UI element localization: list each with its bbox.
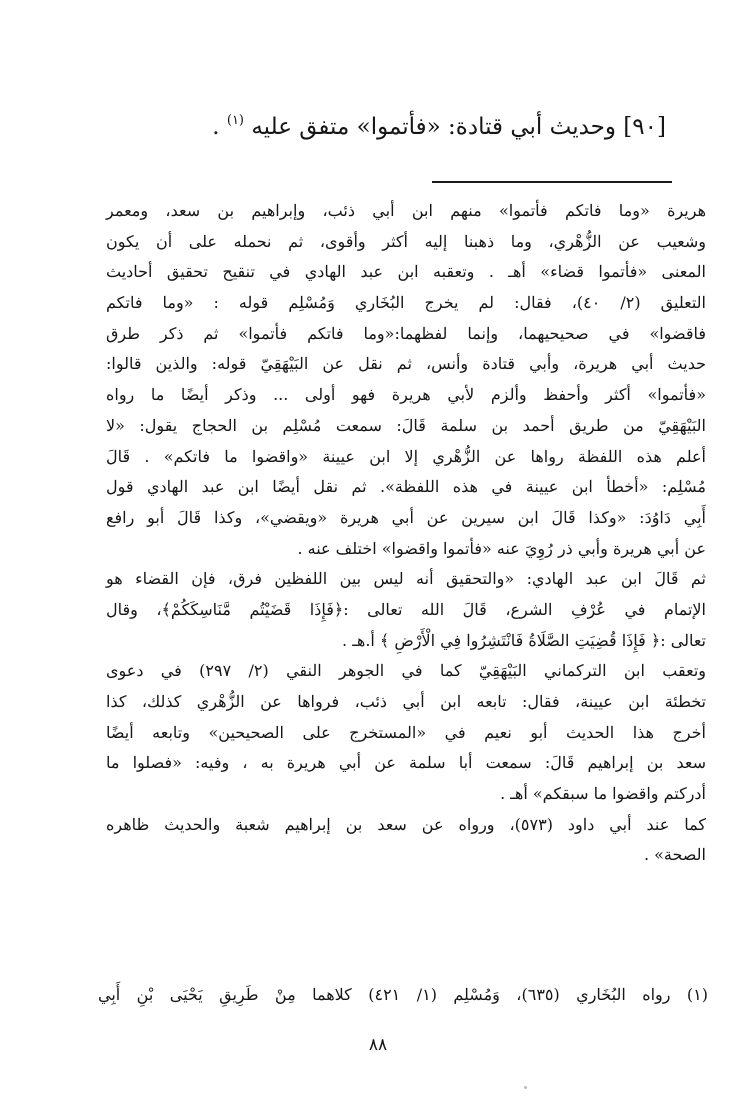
note-line: المعنى «فأتموا قضاء» أهـ . وتعقبه ابن عبد الهادي في تنقيح تحقيق أحاديث xyxy=(106,262,706,282)
note-line: مُسْلِم: «أخطأ ابن عيينة في هذه اللفظة». ثم نقل أيضًا ابن عبد الهادي قول xyxy=(106,477,707,497)
note-line: عن أبي هريرة وأبي ذر رُوِيَ عنه «فأتموا واقضوا» اختلف عنه . xyxy=(297,538,706,558)
note-line: هريرة «وما فاتكم فأتموا» منهم ابن أبي ذئب، وإبراهيم بن سعد، ومعمر xyxy=(106,201,706,220)
hadith-heading xyxy=(66,101,666,147)
note-line: أَبِي دَاوُدَ: «وكذا قَالَ ابن سيرين عن أبي هريرة «ويقضي»، وكذا قَالَ أبو رافع xyxy=(106,507,706,527)
note-line: فاقضوا» في صحيحيهما، وإنما لفظهما:«وما فاتكم فأتموا» ثم ذكر طرق xyxy=(106,323,706,343)
note-line: البَيْهَقِيّ من طريق أحمد بن سلمة قَالَ: سمعت مُسْلِم بن الحجاج يقول: «لا xyxy=(106,415,706,435)
note-line: الإتمام في عُرْفِ الشرع، قَالَ الله تعالى :﴿فَإِذَا قَضَيْتُم مَّنَاسِكَكُمْ﴾، وقال xyxy=(106,599,706,619)
note-line: سعد بن إبراهيم قَالَ: سمعت أبا سلمة عن أبي هريرة به ، وفيه: «فصلوا ما xyxy=(106,753,706,773)
footnote-ref: (١) xyxy=(226,113,244,128)
note-line: «فأتموا» أكثر وأحفظ وألزم لأبي هريرة فهو أولى ... وذكر أيضًا ما رواه xyxy=(106,385,706,405)
note-line: تخطئة ابن عيينة، فقال: تابعه ابن أبي ذئب، فرواها عن الزُّهْري كذلك، كذا xyxy=(106,692,706,711)
continued-footnote-text xyxy=(106,196,706,871)
footnote-separator-rule xyxy=(432,181,672,183)
scan-speck xyxy=(524,1086,527,1089)
note-line: أعلم هذه اللفظة رواها عن الزُّهْري إلا ابن عيينة «واقضوا ما فاتكم» . قَالَ xyxy=(106,446,706,466)
note-line: وتعقب ابن التركماني البَيْهَقِيّ كما في الجوهر النقي (٢/ ٢٩٧) في دعوى xyxy=(106,661,707,681)
page-number: ٨٨ xyxy=(368,1035,388,1055)
note-line: الصحة» . xyxy=(643,845,706,865)
note-line: ثم قَالَ ابن عبد الهادي: «والتحقيق أنه ليس بين اللفظين فرق، فإن القضاء هو xyxy=(106,569,706,589)
note-line: أخرج هذا الحديث أبو نعيم في «المستخرج على الصحيحين» وتابعه أيضًا xyxy=(106,722,706,742)
heading-end-mark: . xyxy=(212,114,220,140)
note-line: كما عند أبي داود (٥٧٣)، ورواه عن سعد بن إبراهيم شعبة والحديث ظاهره xyxy=(106,814,706,834)
note-line: أدركتم واقضوا ما سبقكم» أهـ . xyxy=(500,784,706,804)
footnote-1: (١) رواه البُخَاري (٦٣٥)، وَمُسْلِم (١/ ٤٢١) كلاهما مِنْ طَرِيقِ يَحْيَى بْنِ أَبِي xyxy=(98,985,709,1004)
note-line: تعالى :﴿ فَإِذَا قُضِيَتِ الصَّلَاةُ فَانْتَشِرُوا فِي الْأَرْضِ ﴾ أ.هـ . xyxy=(342,630,706,650)
heading-text: [٩٠] وحديث أبي قتادة: «فأتموا» متفق عليه xyxy=(251,114,666,140)
note-line: التعليق (٢/ ٤٠)، فقال: لم يخرج البُخَاري وَمُسْلِم قوله : «وما فاتكم xyxy=(106,293,706,313)
note-line: حديث أبي هريرة، وأبي قتادة وأنس، ثم نقل عن البَيْهَقِيّ قوله: والذين قالوا: xyxy=(106,354,706,374)
note-line: وشعيب عن الزُّهْري، وما ذهبنا إليه أكثر وأقوى، ثم نحمله على أن يكون xyxy=(106,231,706,251)
